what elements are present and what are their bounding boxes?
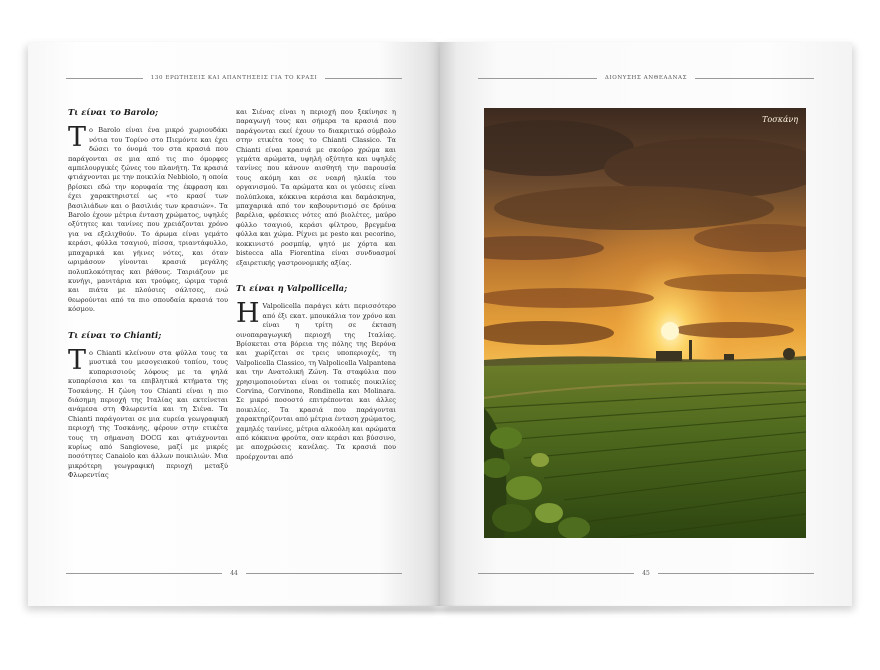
running-header-text: ΔΙΟΝΥΣΗΣ ΑΝΘΕΑΔΝΑΣ (604, 75, 688, 81)
question-heading: Τι είναι το Barolo; (68, 107, 159, 117)
answer-paragraph (236, 298, 396, 462)
answer-paragraph (68, 122, 228, 314)
answer-text: Valpolicella παράγει κάτι περισσότερο από έξι εκατ. μπουκάλια τον χρόνο και είναι η τρίτη σε έκταση οινοπαραγωγική περιοχή της Ιταλίας. Βρίσκεται στα βόρεια της πόλης της Βερόνα και χωρίζεται σε τρεις υποπεριοχές, τη Valpolicella Classico, τη Valpolicella Valpantena και την Ανατολική Ζώνη. Τα σταφύλια που χρησιμοποιούνται είναι οι τοπικές ποικιλίες Corvina, Corvinone, Rondinella και Molinara. Σε μικρό ποσοστό επιτρέπονται και άλλες ποικιλίες. Τα κρασιά που παράγονται χαρακτηρίζονται από μέτρια ένταση χρώματος, χαμηλές τανίνες, μέτρια αλκοόλη και αρώματα από κόκκινα φρούτα, σαν κεράσι και βύσσινο, με αποχρώσεις κανέλας. Τα κρασιά που προέρχονται από (236, 302, 396, 461)
footer-rule (246, 573, 402, 574)
book-shadow (36, 604, 844, 616)
question-heading: Τι είναι η Valpollicella; (236, 282, 348, 293)
right-page (440, 42, 852, 606)
sun (661, 322, 679, 340)
answer-text: ο Barolo είναι ένα μικρό χωριουδάκι νότια του Τορίνο στο Πιεμόντε και έχει δώσει το όνομά του στα κρασιά που παράγονται σε μια από τις πιο όμορφες αμπελουργικές ζώνες του πλανήτη. Τα κρασιά φτιάχνονται με την ποικιλία Nebbiolo, η οποία βρίσκει εδώ την κορυφαία της έκφραση και έχει χαρακτηριστεί ως «το κρασί των βασιλιάδων και ο βασιλιάς των κρασιών». Τα Barolo έχουν μέτρια ένταση χρώματος, υψηλές οξύτητες και τανίνες που χρειάζονται χρόνο για να εξελιχθούν. Το άρωμα είναι γεμάτο κεράσι, φύλλα τσαγιού, πίσσα, τριαντάφυλλο, μπαχαρικά και γήινες νότες, και όταν ωριμάσουν γίνονται κρασιά μεγάλης πολυπλοκότητας και βάθους. Ταιριάζουν με κυνήγι, μανιτάρια και τρούφες, ώριμα τυριά και πιάτα με πλούσιες σάλτσες, ενώ θεωρούνται από τα πιο σπουδαία κρασιά του κόσμου. (68, 126, 228, 314)
page-number: 45 (642, 569, 650, 577)
vineyard-field (484, 360, 806, 538)
photo-caption: Τοσκάνη (762, 115, 798, 124)
header-rule (325, 78, 402, 79)
text-column-2 (236, 108, 396, 478)
left-running-header (66, 73, 402, 83)
right-running-header (478, 73, 814, 83)
left-page (28, 42, 440, 606)
right-footer (478, 568, 814, 578)
tuscany-vineyard-photo (484, 108, 806, 538)
question-heading: Τι είναι το Chianti; (68, 329, 162, 340)
answer-paragraph (68, 344, 228, 481)
left-footer (66, 568, 402, 578)
footer-rule (478, 573, 634, 574)
footer-rule (66, 573, 222, 574)
running-header-text: 130 ΕΡΩΤΗΣΕΙΣ ΚΑΙ ΑΠΑΝΤΗΣΕΙΣ ΓΙΑ ΤΟ ΚΡΑΣΙ (150, 75, 318, 81)
magazine-spread (28, 42, 852, 606)
text-column-1 (68, 108, 228, 497)
answer-text: ο Chianti κλείνουν στα φύλλα τους τα μυστικά του μεσογειακού τοπίου, τους κυπαρισσιούς λόφους με τα ψηλά κυπαρίσσια και τα επιβλητικά κτήματα της Τοσκάνης. Η ζώνη του Chianti είναι η πιο διάσημη περιοχή της Ιταλίας και εκτείνεται ανάμεσα στη Φλωρεντία και τη Σιένα. Τα Chianti παράγονται σε μια ευρεία γεωγραφική περιοχή της Τοσκάνης, φέρουν στην ετικέτα τους τη σήμανση DOCG και φτιάχνονται κυρίως από Sangiovese, μαζί με μικρές ποσότητες Canaiolo και άλλων ποικιλιών. Μια μικρότερη γεωγραφική περιοχή μεταξύ Φλωρεντίας (68, 348, 228, 480)
drop-cap: Η (236, 298, 260, 330)
photo-illustration (484, 108, 806, 538)
header-rule (66, 78, 143, 79)
drop-cap: Τ (68, 344, 87, 376)
answer-paragraph: και Σιένας είναι η περιοχή που ξεκίνησε η παραγωγή τους και σήμερα τα κρασιά που παράγονται εκεί έχουν το διακριτικό σύμβολο στην ετικέτα τους το Chianti Classico. Τα Chianti είναι κρασιά με σκούρο χρώμα και γεμάτα αρώματα, υψηλή οξύτητα και υψηλές τανίνες που κάνουν αισθητή την παρουσία τους ακόμη και σε νεαρή ηλικία του οργανισμού. Τα αρώματα και οι γεύσεις είναι πολύπλοκα, κόκκινα κεράσια και δαμάσκηνα, μπαχαρικά από τον καβουρντισμό σε δρύινα βαρέλια, φρέσκιες νότες από βιολέτες, μαύρο φύλλο τσαγιού, κεράσι φίλτρου, βρεγμένα φύλλα και χώμα. Ρίχνει με pesto και pecorino, κοκκινιστό ροσμπίφ, ψητό με χόρτα και bistecca alla Fiorentina είναι συνδυασμοί εξαιρετικής γαστρονομικής αξίας. (236, 108, 396, 267)
drop-cap: Τ (68, 122, 87, 154)
header-rule (478, 78, 597, 79)
footer-rule (658, 573, 814, 574)
page-number: 44 (230, 569, 238, 577)
header-rule (695, 78, 814, 79)
